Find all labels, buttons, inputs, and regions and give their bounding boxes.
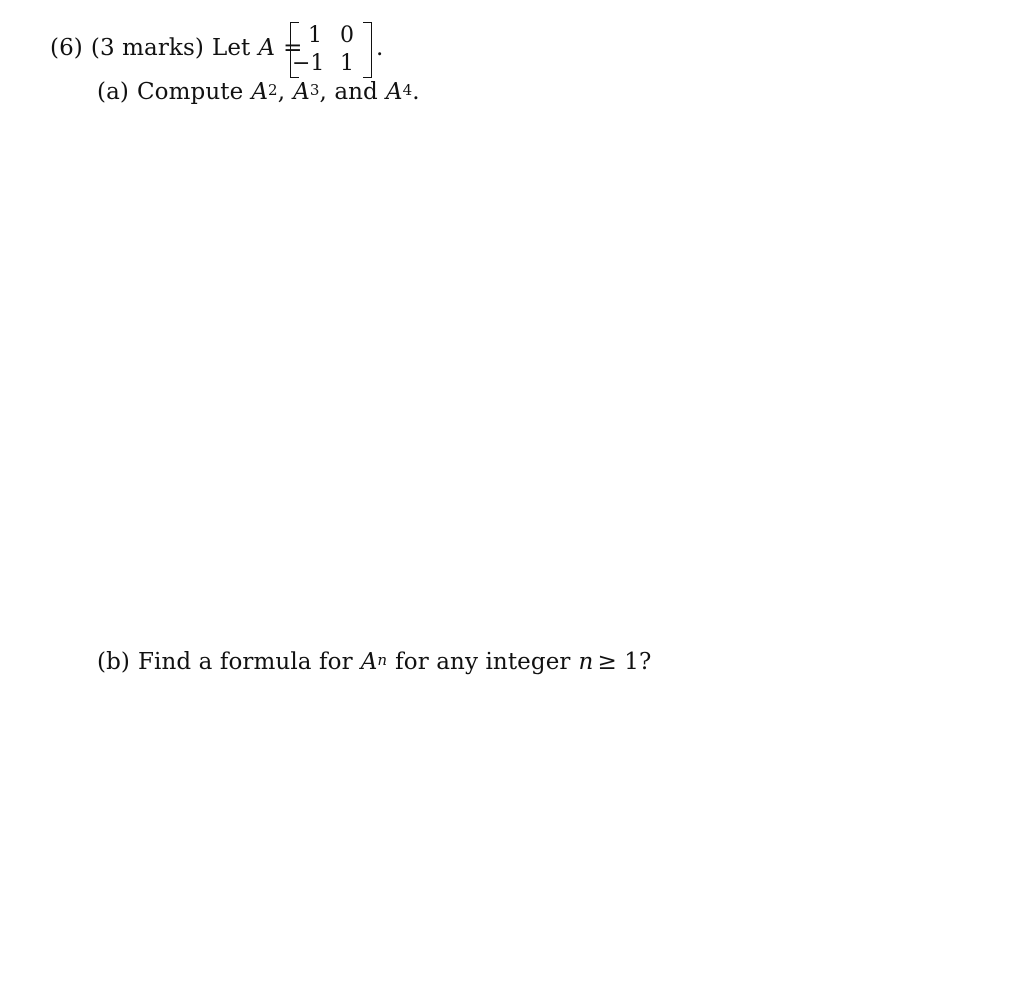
- part-b: [97, 651, 651, 674]
- matrix-cell: 1: [340, 51, 354, 76]
- power-exponent: 3: [309, 81, 320, 99]
- power-base: A: [251, 79, 269, 105]
- question-lead: Let: [211, 35, 251, 61]
- separator: ,: [277, 79, 286, 105]
- separator: , and: [319, 79, 378, 105]
- question-marks: (3 marks): [90, 35, 204, 61]
- equals-sign: =: [283, 35, 303, 61]
- power-base: A: [360, 649, 378, 675]
- part-a-end: .: [412, 79, 420, 105]
- matrix-name: A: [258, 35, 276, 61]
- part-a: [97, 81, 420, 104]
- power-exponent: n: [377, 651, 388, 669]
- question-number: (6): [50, 35, 83, 61]
- matrix-cell: 0: [340, 23, 354, 48]
- part-b-label: (b): [97, 649, 130, 675]
- relation: ≥ 1?: [597, 649, 652, 675]
- part-a-label: (a): [97, 79, 129, 105]
- part-b-text: Find a formula for: [137, 649, 353, 675]
- question-end-period: .: [376, 35, 384, 61]
- part-b-middle: for any integer: [395, 649, 571, 675]
- power-base: A: [385, 79, 403, 105]
- matrix-cell: −1: [292, 51, 325, 76]
- matrix-a: [290, 20, 372, 78]
- right-bracket: [363, 22, 372, 78]
- question-header: [50, 37, 302, 60]
- part-a-text: Compute: [136, 79, 244, 105]
- power-exponent: 4: [402, 81, 413, 99]
- integer-variable: n: [578, 649, 594, 675]
- matrix-cell: 1: [308, 23, 322, 48]
- power-exponent: 2: [268, 81, 278, 99]
- power-base: A: [293, 79, 310, 105]
